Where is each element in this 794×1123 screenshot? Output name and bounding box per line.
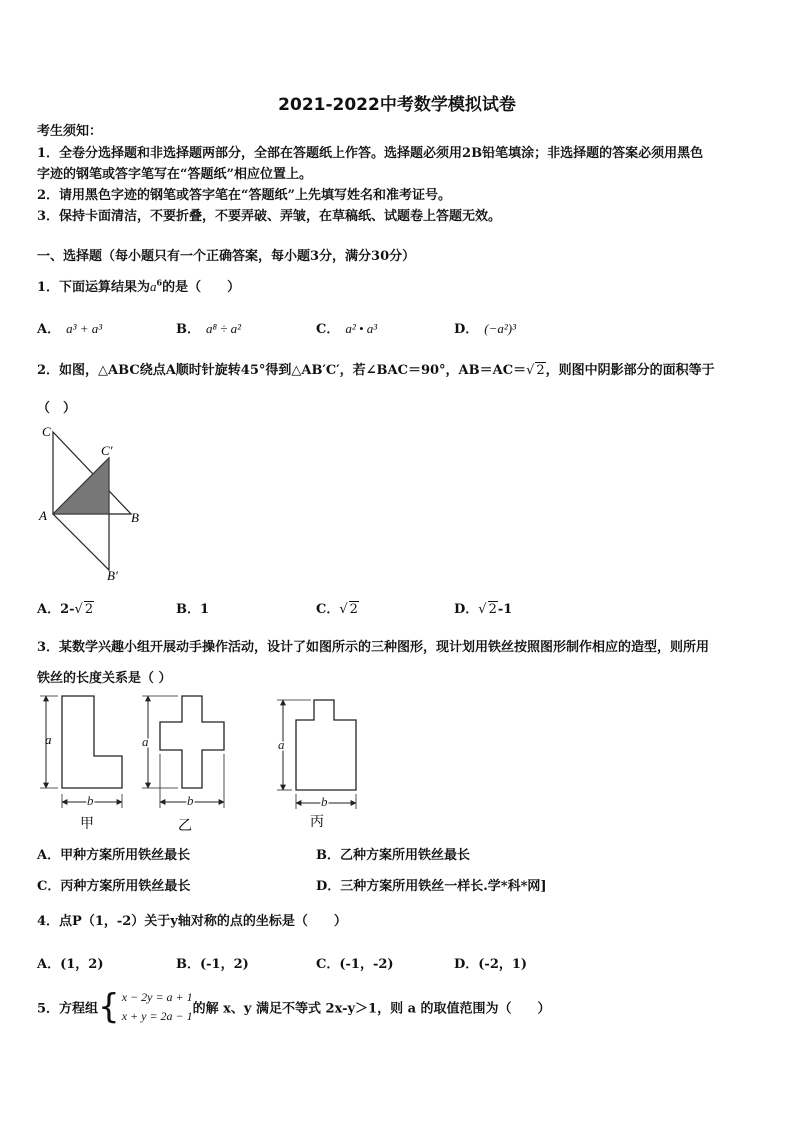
q2-option-c[interactable]: C．√ 2: [316, 602, 358, 617]
shape-bing: [277, 700, 356, 830]
shape-jia: [40, 696, 122, 832]
q3-option-c[interactable]: C．丙种方案所用铁丝最长: [37, 879, 191, 894]
q2-option-b[interactable]: B．1: [176, 602, 210, 617]
q5-equation-1: x − 2y = a + 1: [121, 990, 193, 1004]
shape-jia-label-a: a: [45, 732, 52, 747]
question-1-stem: [37, 276, 240, 295]
q2-option-d-text: D．: [454, 602, 479, 617]
q2-option-a-text: A．2-: [37, 602, 75, 617]
q4-option-d[interactable]: D．(-2，1): [454, 957, 528, 972]
q1-option-c-letter: C．: [316, 322, 340, 337]
q2-stem-a: 2．如图，△ABC绕点A顺时针旋转45°得到△AB′C′，若∠BAC＝90°，AB＝AC＝: [37, 363, 527, 378]
page-title: 2021-2022中考数学模拟试卷: [278, 95, 516, 115]
q1-power-exp: 6: [156, 277, 163, 288]
label-c-prime: C′: [101, 443, 113, 458]
q2-sqrt: 2: [536, 363, 545, 378]
label-c: C: [42, 424, 51, 439]
q4-option-a[interactable]: A．(1，2): [37, 957, 104, 972]
q1-option-a-letter: A．: [37, 322, 61, 337]
q1-option-d-letter: D．: [454, 322, 479, 337]
question-5-stem: [37, 988, 551, 1026]
shape-bing-label-a: a: [278, 737, 285, 752]
shape-jia-name: 甲: [80, 817, 94, 832]
notice-item-1a: 1．全卷分选择题和非选择题两部分，全部在答题纸上作答。选择题必须用2B铅笔填涂；非选择题的答案必须用黑色: [37, 146, 704, 161]
notice-item-3: 3．保持卡面清洁，不要折叠，不要弄破、弄皱，在草稿纸、试题卷上答题无效。: [37, 209, 502, 224]
shape-bing-label-b: b: [321, 794, 328, 809]
label-a: A: [39, 508, 47, 523]
shape-yi: [142, 696, 224, 832]
q3-option-d[interactable]: D．三种方案所用铁丝一样长.学*科*网]: [316, 879, 547, 894]
section-heading: 一、选择题（每小题只有一个正确答案，每小题3分，满分30分）: [37, 249, 416, 264]
q5-stem-a: 5．方程组: [37, 1001, 99, 1017]
q2-option-a-sqrt: 2: [84, 602, 94, 617]
shape-yi-label-a: a: [142, 734, 149, 749]
q3-shapes-figure: [36, 692, 366, 832]
q1-option-b-letter: B．: [176, 322, 200, 337]
q2-option-d-sqrt: 2: [488, 602, 497, 617]
shape-jia-label-b: b: [87, 793, 94, 808]
question-3-stem-b: 铁丝的长度关系是（ ）: [37, 671, 172, 686]
q2-rotation-figure: [34, 420, 154, 585]
label-b-prime: B′: [107, 568, 118, 583]
q4-option-b[interactable]: B．(-1，2): [176, 957, 249, 972]
question-2-stem: 2．如图，△ABC绕点A顺时针旋转45°得到△AB′C′，若∠BAC＝90°，AB＝AC＝√ 2，则图中阴影部分的面积等于: [37, 363, 715, 378]
q2-option-a[interactable]: A．2-√ 2: [37, 602, 94, 617]
q3-option-a[interactable]: A．甲种方案所用铁丝最长: [37, 848, 191, 863]
q2-option-d[interactable]: D．√ 2-1: [454, 602, 513, 617]
notice-item-2: 2．请用黑色字迹的钢笔或答字笔在“答题纸”上先填写姓名和准考证号。: [37, 188, 452, 203]
label-b: B: [131, 510, 139, 525]
q1-option-c-expr: a² • a³: [345, 321, 378, 336]
q1-option-b-expr: a⁸ ÷ a²: [206, 321, 242, 336]
q5-equation-system: [98, 988, 193, 1026]
q2-option-c-text: C．: [316, 602, 340, 617]
q2-stem-b: ，则图中阴影部分的面积等于: [545, 363, 715, 378]
q5-stem-b: 的解 x、y 满足不等式 2x-y＞1，则 a 的取值范围为（ ）: [192, 1001, 551, 1017]
q1-option-b[interactable]: [176, 318, 241, 337]
shape-yi-name: 乙: [178, 819, 192, 832]
q5-equation-2: x + y = 2a − 1: [121, 1009, 193, 1023]
q5-brace: {: [98, 987, 120, 1027]
notice-heading: 考生须知：: [37, 124, 103, 139]
q2-option-d-tail: -1: [497, 602, 513, 617]
q1-power-base: a: [150, 279, 157, 294]
q1-option-d-expr: (−a²)³: [484, 321, 517, 336]
q1-option-a[interactable]: [37, 318, 102, 337]
q1-option-a-expr: a³ + a³: [66, 321, 103, 336]
shape-yi-label-b: b: [187, 793, 194, 808]
q3-option-b[interactable]: B．乙种方案所用铁丝最长: [316, 848, 470, 863]
q1-option-d[interactable]: [454, 318, 516, 337]
notice-item-1b: 字迹的钢笔或答字笔写在“答题纸”相应位置上。: [37, 167, 312, 182]
q1-option-c[interactable]: [316, 318, 377, 337]
question-4-stem: 4．点P（1，-2）关于y轴对称的点的坐标是（ ）: [37, 914, 347, 929]
question-2-paren: （ ）: [37, 401, 77, 416]
q4-option-c[interactable]: C．(-1，-2): [316, 957, 394, 972]
q2-option-c-sqrt: 2: [349, 602, 358, 617]
q1-suffix: 的是（ ）: [162, 280, 241, 295]
question-3-stem-a: 3．某数学兴趣小组开展动手操作活动，设计了如图所示的三种图形，现计划用铁丝按照图形制作相应的造型，则所用: [37, 640, 710, 655]
shaded-region: [53, 458, 109, 514]
q1-prefix: 1．下面运算结果为: [37, 280, 151, 295]
shape-bing-name: 丙: [310, 815, 324, 830]
